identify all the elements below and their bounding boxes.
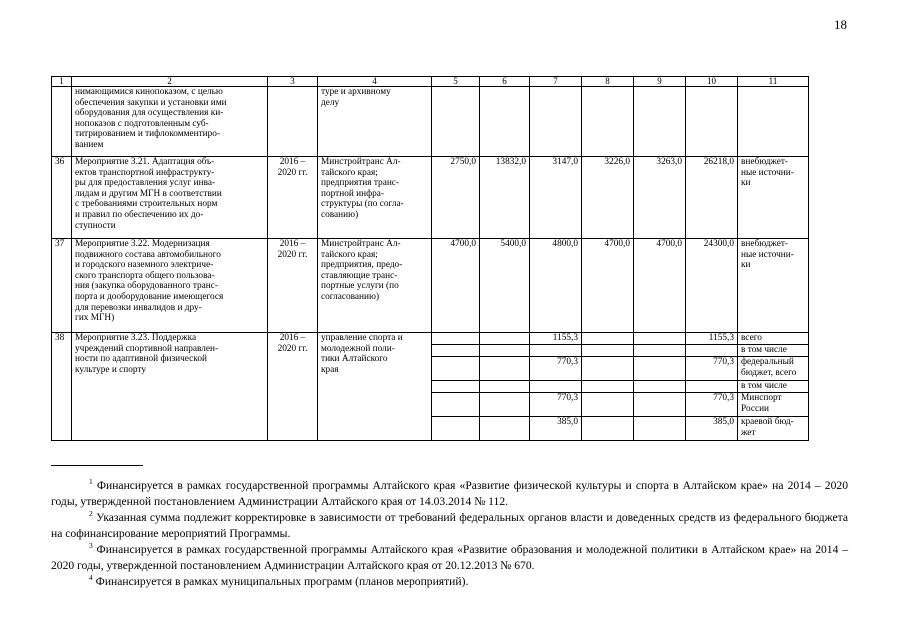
- text-line: оборудования для осуществления ки-: [75, 108, 224, 119]
- activity-cell: [72, 333, 268, 441]
- value-cell: 1155,3: [686, 333, 738, 345]
- text-line: 2020 гг.: [277, 167, 308, 178]
- text-line: портной инфра-: [321, 188, 384, 199]
- value-cell: 4700,0: [634, 239, 686, 333]
- value-cell: 770,3: [530, 357, 582, 381]
- source-cell: [738, 393, 809, 417]
- text-line: и городского наземного электриче-: [75, 260, 214, 271]
- value-cell: [530, 381, 582, 393]
- row-number-cell: 37: [52, 239, 72, 333]
- table-row: [52, 87, 809, 157]
- text-line: ского транспорта общего пользова-: [75, 270, 215, 281]
- row-number-cell: 36: [52, 157, 72, 239]
- executor-cell: [318, 239, 432, 333]
- value-cell: [634, 333, 686, 345]
- text-line: титрированием и тифлокомментиро-: [75, 129, 221, 140]
- text-line: Минспорт: [741, 393, 782, 403]
- source-cell: в том числе: [738, 381, 809, 393]
- text-line: культуре и спорту: [75, 364, 147, 375]
- text-line: структуры (по согла-: [321, 199, 404, 210]
- value-cell: [530, 345, 582, 357]
- value-cell: 5400,0: [480, 239, 530, 333]
- footnote-mark: 4: [89, 573, 93, 583]
- text-line: делу: [321, 97, 340, 108]
- value-cell: 385,0: [686, 417, 738, 441]
- text-line: ные источни-: [741, 249, 794, 260]
- header-cell: 5: [432, 77, 480, 87]
- footnote-2: [51, 510, 848, 542]
- executor-cell: [318, 333, 432, 441]
- text-line: ки: [741, 178, 751, 189]
- header-cell: 8: [582, 77, 634, 87]
- text-line: ности по адаптивной физической: [75, 354, 207, 365]
- table-row: [52, 333, 809, 345]
- footnote-mark: 1: [89, 477, 93, 487]
- footnote-text: Финансируется в рамках муниципальных программ (планов мероприятий).: [95, 575, 469, 588]
- text-line: порта и дооборудование имеющегося: [75, 291, 224, 302]
- text-line: 2020 гг.: [277, 343, 308, 354]
- header-cell: 2: [72, 77, 268, 87]
- footnote-4: [51, 574, 848, 590]
- text-line: России: [741, 403, 770, 414]
- period-cell: [268, 87, 318, 157]
- value-cell: 26218,0: [686, 157, 738, 239]
- value-cell: [432, 393, 480, 417]
- text-line: обеспечения закупки и установки ими: [75, 97, 227, 108]
- text-line: бюджет, всего: [741, 367, 797, 378]
- footnote-mark: 3: [89, 541, 93, 551]
- value-cell: [686, 381, 738, 393]
- value-cell: [634, 417, 686, 441]
- value-cell: [480, 345, 530, 357]
- value-cell: 1155,3: [530, 333, 582, 345]
- text-line: ектов транспортной инфраструкту-: [75, 167, 215, 178]
- value-cell: [432, 345, 480, 357]
- text-line: молодежной поли-: [321, 343, 395, 354]
- value-cell: 4700,0: [582, 239, 634, 333]
- value-cell: 3147,0: [530, 157, 582, 239]
- header-cell: 1: [52, 77, 72, 87]
- value-cell: 4700,0: [432, 239, 480, 333]
- value-cell: [582, 87, 634, 157]
- value-cell: [480, 87, 530, 157]
- value-cell: 3263,0: [634, 157, 686, 239]
- value-cell: [634, 87, 686, 157]
- text-line: ры для предоставления услуг инва-: [75, 178, 216, 189]
- value-cell: [634, 393, 686, 417]
- source-cell: [738, 239, 809, 333]
- executor-cell: [318, 87, 432, 157]
- text-line: согласованию): [321, 291, 380, 302]
- source-cell: [738, 87, 809, 157]
- text-line: ки: [741, 260, 751, 271]
- value-cell: [686, 345, 738, 357]
- value-cell: [432, 357, 480, 381]
- row-number-cell: [52, 87, 72, 157]
- text-line: тайского края;: [321, 167, 378, 178]
- source-cell: [738, 157, 809, 239]
- text-line: сованию): [321, 209, 359, 220]
- text-line: Минстройтранс Ал-: [321, 157, 401, 167]
- text-line: и правил по обеспечению их до-: [75, 209, 204, 220]
- value-cell: [432, 417, 480, 441]
- header-cell: 10: [686, 77, 738, 87]
- value-cell: 3226,0: [582, 157, 634, 239]
- text-line: внебюджет-: [741, 157, 789, 167]
- period-cell: [268, 239, 318, 333]
- text-line: нопоказов с подготовленным суб-: [75, 118, 209, 129]
- text-line: гих МГН): [75, 313, 115, 324]
- footnote-mark: 2: [89, 509, 93, 519]
- footnote-separator: [51, 465, 143, 466]
- value-cell: [634, 345, 686, 357]
- value-cell: [582, 393, 634, 417]
- text-line: 2016 –: [279, 239, 306, 249]
- footnote-1: [51, 478, 848, 510]
- value-cell: [432, 87, 480, 157]
- value-cell: 13832,0: [480, 157, 530, 239]
- text-line: лидам и другим МГН в соответствии: [75, 188, 222, 199]
- header-cell: 7: [530, 77, 582, 87]
- page-number: 18: [834, 17, 847, 32]
- source-cell: [738, 417, 809, 441]
- text-line: жет: [741, 427, 756, 438]
- period-cell: [268, 157, 318, 239]
- text-line: ные источни-: [741, 167, 794, 178]
- value-cell: 4800,0: [530, 239, 582, 333]
- program-activities-table: [51, 76, 809, 441]
- value-cell: 2750,0: [432, 157, 480, 239]
- text-line: ступности: [75, 220, 116, 231]
- text-line: тики Алтайского: [321, 354, 388, 365]
- text-line: внебюджет-: [741, 239, 789, 249]
- value-cell: [480, 417, 530, 441]
- table-row: [52, 157, 809, 239]
- value-cell: [480, 393, 530, 417]
- text-line: ставляющие транс-: [321, 270, 398, 281]
- text-line: ния (закупка оборудованного транс-: [75, 281, 218, 292]
- header-cell: 11: [738, 77, 809, 87]
- footnote-text: Финансируется в рамках государственной программы Алтайского края «Развитие образования и молодежной политики в Алтайском крае» на 2014 – 2020 годы, утвержденной постановлением Администрации Алтайского края от 20.12.2013 № 670.: [51, 543, 848, 572]
- header-cell: 9: [634, 77, 686, 87]
- text-line: предприятия транс-: [321, 178, 400, 189]
- text-line: нимающимися кинопоказом, с целью: [75, 87, 223, 97]
- text-line: ванием: [75, 139, 104, 150]
- executor-cell: [318, 157, 432, 239]
- header-cell: 4: [318, 77, 432, 87]
- text-line: учреждений спортивной направлен-: [75, 343, 219, 354]
- value-cell: [432, 381, 480, 393]
- text-line: тайского края;: [321, 249, 378, 260]
- value-cell: 770,3: [686, 393, 738, 417]
- activity-cell: [72, 157, 268, 239]
- value-cell: [582, 333, 634, 345]
- text-line: края: [321, 364, 339, 375]
- text-line: 2016 –: [279, 333, 306, 343]
- value-cell: 770,3: [530, 393, 582, 417]
- value-cell: 385,0: [530, 417, 582, 441]
- footnote-text: Указанная сумма подлежит корректировке в зависимости от требований федеральных органов власти и доведенных средств из федерального бюджета на софинансирование мероприятий Программы.: [51, 511, 848, 540]
- value-cell: 770,3: [686, 357, 738, 381]
- text-line: предприятия, предо-: [321, 260, 403, 271]
- value-cell: [686, 87, 738, 157]
- value-cell: [582, 381, 634, 393]
- value-cell: [530, 87, 582, 157]
- source-cell: всего: [738, 333, 809, 345]
- source-cell: в том числе: [738, 345, 809, 357]
- activity-cell: [72, 87, 268, 157]
- value-cell: [582, 345, 634, 357]
- value-cell: [634, 381, 686, 393]
- text-line: с требованиями строительных норм: [75, 199, 218, 210]
- table-header-row: [52, 77, 809, 87]
- value-cell: 24300,0: [686, 239, 738, 333]
- header-cell: 6: [480, 77, 530, 87]
- value-cell: [432, 333, 480, 345]
- header-cell: 3: [268, 77, 318, 87]
- text-line: 2020 гг.: [277, 249, 308, 260]
- period-cell: [268, 333, 318, 441]
- value-cell: [480, 333, 530, 345]
- text-line: краевой бюд-: [741, 417, 794, 427]
- row-number-cell: 38: [52, 333, 72, 441]
- text-line: Мероприятие 3.22. Модернизация: [75, 239, 210, 249]
- text-line: туре и архивному: [321, 87, 391, 97]
- value-cell: [582, 357, 634, 381]
- activity-cell: [72, 239, 268, 333]
- text-line: управление спорта и: [321, 333, 403, 343]
- value-cell: [480, 357, 530, 381]
- text-line: портные услуги (по: [321, 281, 399, 292]
- footnote-text: Финансируется в рамках государственной программы Алтайского края «Развитие физической культуры и спорта в Алтайском крае» на 2014 – 2020 годы, утвержденной постановлением Администрации Алтайского края от 14.03.2014 № 112.: [51, 479, 848, 508]
- value-cell: [582, 417, 634, 441]
- text-line: федеральный: [741, 357, 794, 367]
- source-cell: [738, 357, 809, 381]
- table-row: [52, 239, 809, 333]
- text-line: 2016 –: [279, 157, 306, 167]
- value-cell: [480, 381, 530, 393]
- text-line: Минстройтранс Ал-: [321, 239, 401, 249]
- text-line: подвижного состава автомобильного: [75, 249, 221, 260]
- text-line: Мероприятие 3.21. Адаптация объ-: [75, 157, 215, 167]
- value-cell: [634, 357, 686, 381]
- footnote-3: [51, 542, 848, 574]
- text-line: Мероприятие 3.23. Поддержка: [75, 333, 197, 343]
- text-line: для перевозки инвалидов и дру-: [75, 302, 202, 313]
